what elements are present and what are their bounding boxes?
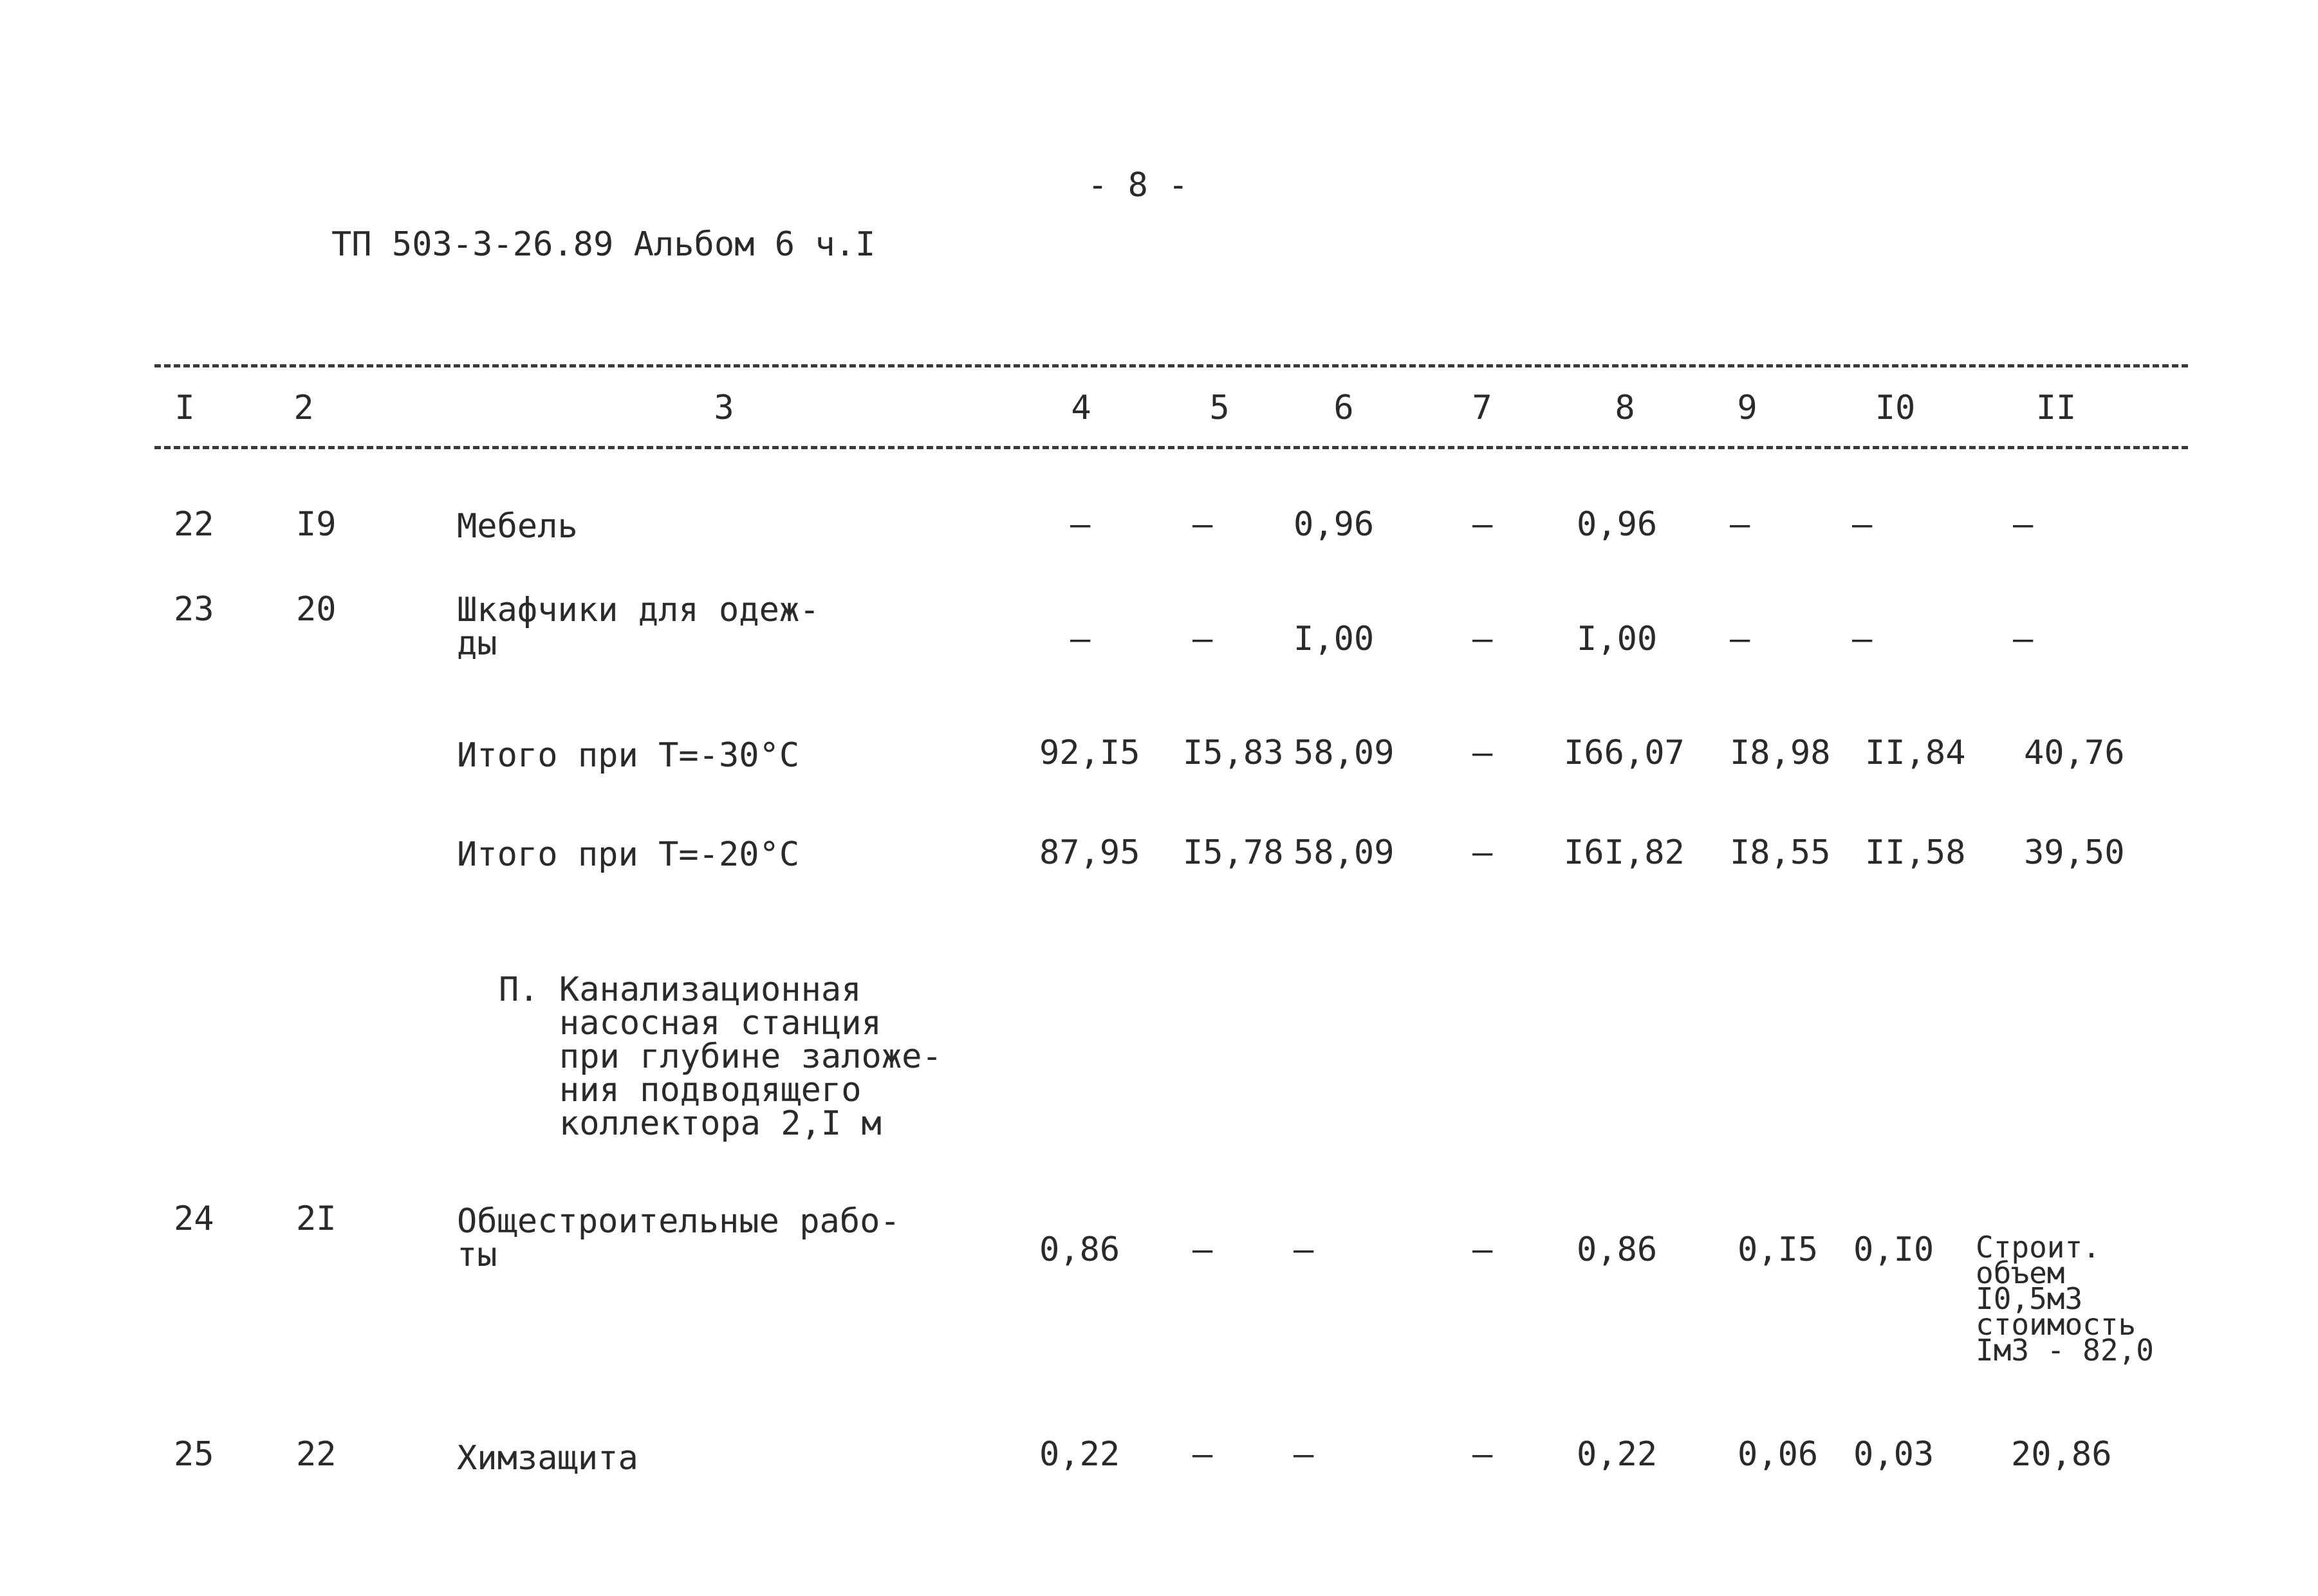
cell-col11: – xyxy=(2013,505,2034,544)
item-name: Химзащита xyxy=(457,1439,638,1478)
column-header: I xyxy=(174,389,195,427)
cell-col8: 0,86 xyxy=(1577,1230,1658,1269)
cell-col6: 58,09 xyxy=(1293,734,1395,772)
row-number: 22 xyxy=(174,505,214,544)
cell-col10: II,58 xyxy=(1865,833,1966,872)
cell-col8: I66,07 xyxy=(1564,734,1685,772)
cell-col7: – xyxy=(1472,620,1493,658)
cell-col7: – xyxy=(1472,734,1493,772)
cell-col6: – xyxy=(1293,1435,1314,1474)
cell-col5: – xyxy=(1192,1230,1213,1269)
row-number: 23 xyxy=(174,590,214,629)
cell-col4: – xyxy=(1070,620,1091,658)
position-number: 22 xyxy=(296,1435,337,1474)
cell-col9: I8,55 xyxy=(1730,833,1831,872)
total-label: Итого при Т=-30°С xyxy=(457,736,800,775)
header-top-rule xyxy=(154,364,2188,367)
position-number: 20 xyxy=(296,590,337,629)
position-number: 2I xyxy=(296,1200,337,1238)
column-header: 9 xyxy=(1737,389,1757,427)
cell-col4: 92,I5 xyxy=(1039,734,1140,772)
column-header: 6 xyxy=(1333,389,1354,427)
header-bottom-rule xyxy=(154,446,2188,449)
cell-col9: 0,I5 xyxy=(1738,1230,1819,1269)
cell-col5: – xyxy=(1192,1435,1213,1474)
cell-col4: – xyxy=(1070,505,1091,544)
cell-col11: 39,50 xyxy=(2024,833,2125,872)
cell-col8: 0,96 xyxy=(1577,505,1658,544)
column-header: 7 xyxy=(1472,389,1492,427)
cell-col4: 0,86 xyxy=(1039,1230,1120,1269)
total-label: Итого при Т=-20°С xyxy=(457,835,800,874)
cell-col6: – xyxy=(1293,1230,1314,1269)
cell-col10: – xyxy=(1852,505,1873,544)
column-header: I0 xyxy=(1875,389,1916,427)
cell-col11: 40,76 xyxy=(2024,734,2125,772)
row-number: 25 xyxy=(174,1435,214,1474)
column-header: 3 xyxy=(714,389,734,427)
section-heading: П. Канализационная насосная станция при глубине заложе- ния подводящего коллектора 2,I м xyxy=(499,970,942,1143)
column-header: 2 xyxy=(293,389,314,427)
cell-col10: II,84 xyxy=(1865,734,1966,772)
column-header: II xyxy=(2035,389,2077,427)
cell-col5: – xyxy=(1192,620,1213,658)
item-name: Общестроительные рабо- ты xyxy=(457,1202,900,1274)
cell-col6: 0,96 xyxy=(1293,505,1375,544)
page-number: - 8 - xyxy=(1088,166,1189,205)
cell-col4: 0,22 xyxy=(1039,1435,1120,1474)
cell-col7: – xyxy=(1472,1230,1493,1269)
cell-col5: – xyxy=(1192,505,1213,544)
cell-col7: – xyxy=(1472,505,1493,544)
cell-col5: I5,83 xyxy=(1183,734,1284,772)
cell-col10: 0,03 xyxy=(1853,1435,1934,1474)
item-name: Шкафчики для одеж- ды xyxy=(457,591,820,663)
cell-col11: – xyxy=(2013,620,2034,658)
cell-col11-note: Строит. объем I0,5м3 стоимость Iм3 - 82,0 xyxy=(1976,1230,2154,1368)
cell-col9: 0,06 xyxy=(1738,1435,1819,1474)
position-number: I9 xyxy=(296,505,337,544)
cell-col4: 87,95 xyxy=(1039,833,1140,872)
cell-col9: – xyxy=(1730,620,1750,658)
cell-col9: – xyxy=(1730,505,1750,544)
column-header: 5 xyxy=(1209,389,1230,427)
item-name: Мебель xyxy=(457,507,578,546)
cell-col7: – xyxy=(1472,1435,1493,1474)
cell-col8: 0,22 xyxy=(1577,1435,1658,1474)
cell-col11: 20,86 xyxy=(2011,1435,2112,1474)
document-code: ТП 503-3-26.89 Альбом 6 ч.I xyxy=(331,225,876,264)
column-header: 4 xyxy=(1071,389,1091,427)
cell-col9: I8,98 xyxy=(1730,734,1831,772)
cell-col8: I6I,82 xyxy=(1564,833,1685,872)
cell-col10: – xyxy=(1852,620,1873,658)
cell-col10: 0,I0 xyxy=(1853,1230,1934,1269)
cell-col6: I,00 xyxy=(1293,620,1375,658)
cell-col8: I,00 xyxy=(1577,620,1658,658)
cell-col6: 58,09 xyxy=(1293,833,1395,872)
cell-col7: – xyxy=(1472,833,1493,872)
row-number: 24 xyxy=(174,1200,214,1238)
column-header: 8 xyxy=(1615,389,1635,427)
cell-col5: I5,78 xyxy=(1183,833,1284,872)
